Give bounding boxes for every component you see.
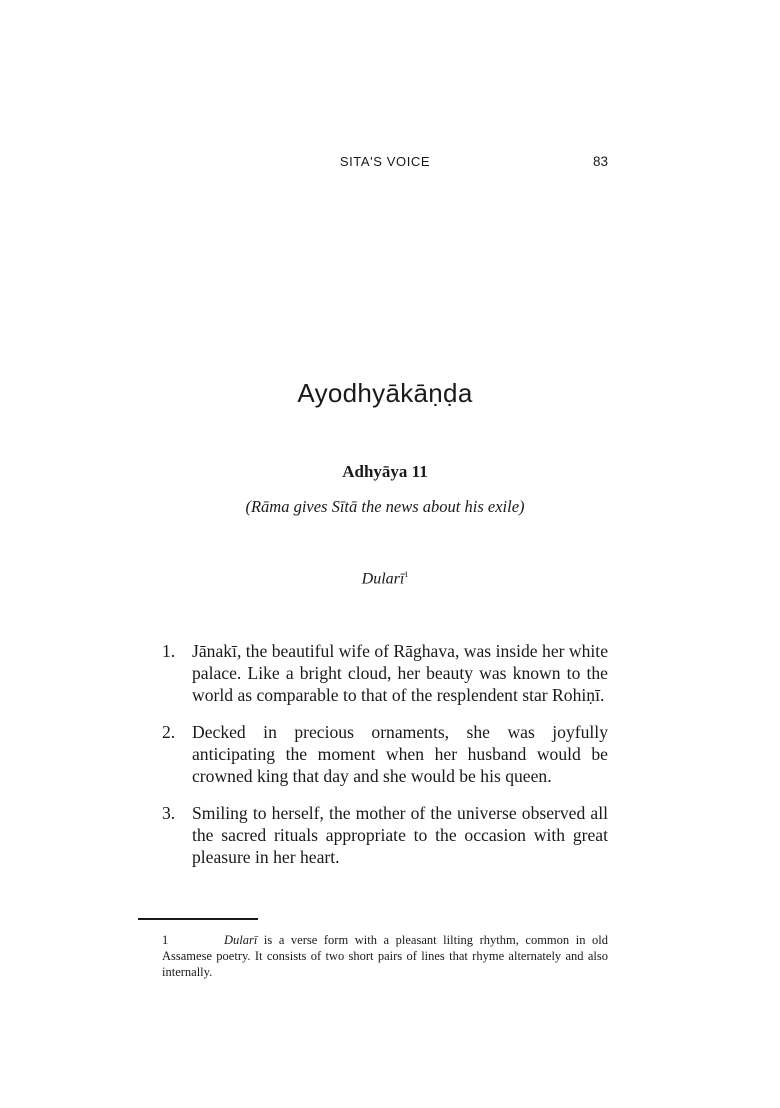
- chapter-heading: Adhyāya 11: [342, 462, 428, 481]
- page-number: 83: [592, 154, 608, 169]
- verse-number: 1.: [162, 641, 176, 661]
- footnote-reference[interactable]: 1: [404, 570, 409, 579]
- footnote-text: is a verse form with a pleasant lilting rhythm, common in old Assamese poetry. It consists of two short pairs of lines that rhyme alternately and also internally.: [162, 933, 608, 979]
- verse-text: Smiling to herself, the mother of the universe observed all the sacred rituals appropriate to the occasion with great pleasure in her heart.: [192, 803, 608, 867]
- verse-list: [162, 640, 608, 883]
- verse-3: [162, 802, 608, 868]
- footnote-number: 1: [162, 933, 169, 947]
- running-head: [162, 154, 608, 174]
- running-title: SITA'S VOICE: [339, 154, 431, 169]
- meter-name: Dularī: [361, 570, 405, 588]
- verse-number: 2.: [162, 722, 176, 742]
- verse-2: [162, 721, 608, 787]
- verse-text: Jānakī, the beautiful wife of Rāghava, was inside her white palace. Like a bright cloud, her beauty was known to the world as comparable to that of the resplendent star Rohiṇī.: [192, 641, 608, 705]
- verse-number: 3.: [162, 803, 176, 823]
- footnote-divider: [138, 918, 258, 920]
- footnote-term: Dularī: [224, 933, 258, 947]
- verse-1: [162, 640, 608, 706]
- footnote: [162, 932, 608, 980]
- section-title: Ayodhyākāṇḍa: [297, 378, 473, 408]
- chapter-subtitle: (Rāma gives Sītā the news about his exile): [245, 497, 525, 516]
- verse-text: Decked in precious ornaments, she was joyfully anticipating the moment when her husband would be crowned king that day and she would be his queen.: [192, 722, 608, 786]
- meter-label: [0, 570, 770, 588]
